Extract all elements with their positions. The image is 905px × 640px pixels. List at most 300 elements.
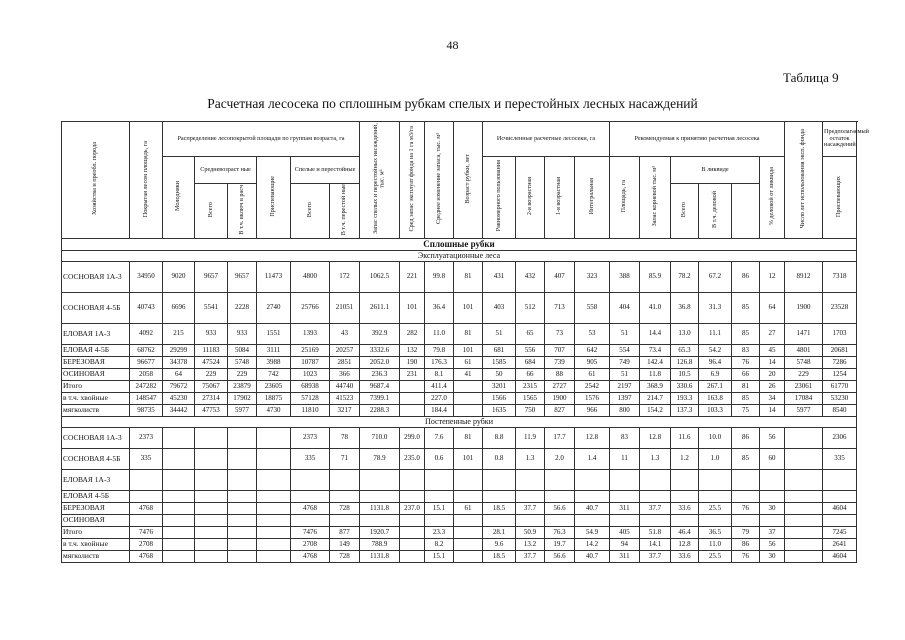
table-cell: 368.9: [640, 380, 671, 392]
table-cell: 11810: [291, 404, 330, 416]
table-cell: [454, 526, 483, 538]
table-cell: [163, 469, 195, 490]
table-cell: 6.9: [699, 368, 732, 380]
table-cell: [732, 514, 760, 526]
table-cell: [425, 469, 454, 490]
table-cell: 33.6: [671, 550, 699, 562]
table-cell: 739: [545, 356, 575, 368]
table-cell: 1585: [483, 356, 516, 368]
table-cell: 28.1: [483, 526, 516, 538]
table-row: [62, 514, 857, 526]
table-cell: 2288.3: [360, 404, 400, 416]
table-cell: 681: [483, 344, 516, 356]
table-cell: 65: [516, 323, 545, 344]
table-cell: [360, 490, 400, 502]
table-cell: 37.7: [516, 502, 545, 514]
table-cell: 51: [610, 323, 640, 344]
table-cell: 68762: [130, 344, 163, 356]
table-cell: [195, 538, 228, 550]
table-cell: 76: [732, 502, 760, 514]
table-cell: 1920.7: [360, 526, 400, 538]
table-cell: [516, 469, 545, 490]
table-cell: 15.1: [425, 550, 454, 562]
table-cell: 9657: [195, 261, 228, 292]
table-cell: [545, 514, 575, 526]
table-cell: 14: [760, 356, 785, 368]
table-cell: 558: [575, 292, 610, 323]
table-cell: 190: [400, 356, 425, 368]
table-cell: [516, 490, 545, 502]
table-cell: 1576: [575, 392, 610, 404]
table-cell: 23879: [228, 380, 257, 392]
table-cell: [785, 538, 823, 550]
table-cell: 36.5: [699, 526, 732, 538]
table-cell: 9687.4: [360, 380, 400, 392]
table-cell: 3988: [257, 356, 291, 368]
table-cell: 7.6: [425, 427, 454, 448]
table-cell: [699, 469, 732, 490]
table-cell: 1565: [516, 392, 545, 404]
table-cell: [785, 550, 823, 562]
table-cell: 18.5: [483, 550, 516, 562]
table-cell: [228, 514, 257, 526]
header-stock: Запас спелых и перестойных насаждений, тыс. м³: [360, 122, 400, 239]
table-cell: 1254: [823, 368, 857, 380]
table-cell: 1062.5: [360, 261, 400, 292]
table-cell: 933: [195, 323, 228, 344]
table-cell: [454, 392, 483, 404]
header-liq-business: В т.ч. деловой: [699, 184, 732, 239]
table-cell: 2851: [330, 356, 360, 368]
table-cell: 13.0: [671, 323, 699, 344]
table-cell: [699, 514, 732, 526]
table-cell: [195, 490, 228, 502]
table-cell: 299.0: [400, 427, 425, 448]
table-cell: 710.0: [360, 427, 400, 448]
table-cell: [291, 469, 330, 490]
table-cell: 335: [130, 448, 163, 469]
table-cell: 27: [760, 323, 785, 344]
row-label: ОСИНОВАЯ: [62, 514, 130, 526]
table-cell: [610, 469, 640, 490]
table-cell: [400, 380, 425, 392]
table-cell: 17084: [785, 392, 823, 404]
table-cell: 905: [575, 356, 610, 368]
page-number: 48: [446, 38, 459, 52]
table-cell: [732, 490, 760, 502]
table-cell: 556: [516, 344, 545, 356]
table-cell: 7476: [291, 526, 330, 538]
table-cell: [454, 514, 483, 526]
table-cell: 71: [330, 448, 360, 469]
table-row: [62, 344, 857, 356]
table-cell: 23061: [785, 380, 823, 392]
table-cell: 684: [516, 356, 545, 368]
table-cell: 36.4: [425, 292, 454, 323]
table-cell: 4730: [257, 404, 291, 416]
table-cell: 1023: [291, 368, 330, 380]
table-cell: [610, 490, 640, 502]
table-cell: [400, 538, 425, 550]
table-cell: 30: [760, 502, 785, 514]
table-cell: [291, 490, 330, 502]
table-cell: 11.8: [640, 368, 671, 380]
table-cell: 61: [575, 368, 610, 380]
table-cell: 56.6: [545, 550, 575, 562]
table-cell: 1.0: [699, 448, 732, 469]
table-cell: [785, 469, 823, 490]
table-cell: 47524: [195, 356, 228, 368]
table-cell: [823, 490, 857, 502]
table-cell: 19.7: [545, 538, 575, 550]
table-cell: [291, 514, 330, 526]
table-cell: 54.2: [699, 344, 732, 356]
table-cell: [785, 526, 823, 538]
table-cell: 37.7: [640, 550, 671, 562]
table-cell: 101: [454, 292, 483, 323]
table-cell: 1551: [257, 323, 291, 344]
table-cell: [257, 538, 291, 550]
table-cell: 512: [516, 292, 545, 323]
header-middle: Средневозраст ные: [195, 157, 257, 184]
table-cell: 20681: [823, 344, 857, 356]
table-cell: [671, 469, 699, 490]
table-cell: [163, 427, 195, 448]
table-cell: 750: [516, 404, 545, 416]
table-cell: 20: [760, 368, 785, 380]
table-cell: [732, 469, 760, 490]
table-cell: [228, 490, 257, 502]
table-cell: [823, 469, 857, 490]
table-cell: 149: [330, 538, 360, 550]
table-cell: [454, 380, 483, 392]
table-cell: 335: [291, 448, 330, 469]
table-cell: 432: [516, 261, 545, 292]
table-cell: 81: [732, 380, 760, 392]
table-cell: [575, 514, 610, 526]
header-mature-total: Всего: [291, 184, 330, 239]
table-cell: 247282: [130, 380, 163, 392]
table-cell: [330, 514, 360, 526]
table-cell: 78: [330, 427, 360, 448]
table-cell: 11: [610, 448, 640, 469]
table-cell: [400, 514, 425, 526]
table-cell: 64: [760, 292, 785, 323]
table-cell: 13.2: [516, 538, 545, 550]
row-label: в т.ч. хвойные: [62, 538, 130, 550]
table-cell: 46.4: [671, 526, 699, 538]
table-cell: [483, 490, 516, 502]
table-cell: [785, 502, 823, 514]
table-cell: 5748: [228, 356, 257, 368]
table-cell: 4768: [291, 502, 330, 514]
table-cell: 1393: [291, 323, 330, 344]
table-cell: 37.7: [640, 502, 671, 514]
table-cell: 34: [760, 392, 785, 404]
row-label: СОСНОВАЯ 4-5Б: [62, 292, 130, 323]
table-cell: [330, 490, 360, 502]
table-cell: [400, 392, 425, 404]
table-cell: 554: [610, 344, 640, 356]
table-cell: 407: [545, 261, 575, 292]
table-cell: [610, 514, 640, 526]
table-cell: [545, 469, 575, 490]
table-cell: [163, 550, 195, 562]
table-cell: [130, 490, 163, 502]
table-cell: 40743: [130, 292, 163, 323]
table-cell: 76: [732, 550, 760, 562]
table-row: [62, 448, 857, 469]
table-row: [62, 502, 857, 514]
table-cell: [640, 490, 671, 502]
table-cell: 176.3: [425, 356, 454, 368]
table-label: Таблица 9: [783, 70, 839, 85]
table-cell: 73.4: [640, 344, 671, 356]
table-cell: 76.3: [545, 526, 575, 538]
table-cell: 405: [610, 526, 640, 538]
row-label: ОСИНОВАЯ: [62, 368, 130, 380]
table-cell: [163, 448, 195, 469]
table-cell: 7245: [823, 526, 857, 538]
table-cell: 66: [516, 368, 545, 380]
section-clear-cuts: Сплошные рубки: [62, 238, 857, 250]
table-cell: 642: [575, 344, 610, 356]
header-middle-incl: В т.ч. включ в расч: [228, 184, 257, 239]
table-row: [62, 550, 857, 562]
table-cell: 25766: [291, 292, 330, 323]
table-cell: 1.2: [671, 448, 699, 469]
table-cell: [785, 427, 823, 448]
table-row: [62, 380, 857, 392]
table-cell: 403: [483, 292, 516, 323]
table-cell: 132: [400, 344, 425, 356]
table-cell: 235.0: [400, 448, 425, 469]
table-cell: 933: [228, 323, 257, 344]
table-cell: 8.8: [483, 427, 516, 448]
table-cell: [760, 469, 785, 490]
table-cell: 366: [330, 368, 360, 380]
table-cell: 392.9: [360, 323, 400, 344]
table-cell: 51.8: [640, 526, 671, 538]
table-cell: 4800: [291, 261, 330, 292]
table-cell: 5541: [195, 292, 228, 323]
table-cell: 311: [610, 550, 640, 562]
table-cell: 98735: [130, 404, 163, 416]
header-distribution: Распределение лесопокрытой площади по группам возраста, га: [163, 122, 360, 157]
header-recommended: Рекомендуемая к принятию расчетная лесосека: [610, 122, 785, 157]
table-cell: 25.5: [699, 550, 732, 562]
table-cell: 7476: [130, 526, 163, 538]
table-cell: 61: [454, 502, 483, 514]
table-cell: 8912: [785, 261, 823, 292]
table-cell: 15.1: [425, 502, 454, 514]
table-cell: [163, 538, 195, 550]
table-cell: 26: [760, 380, 785, 392]
table-cell: 21051: [330, 292, 360, 323]
table-cell: 12.8: [671, 538, 699, 550]
header-rec-stock: Запас корневой тыс. м³: [640, 157, 671, 239]
table-cell: [257, 427, 291, 448]
table-cell: 4604: [823, 502, 857, 514]
table-cell: 2306: [823, 427, 857, 448]
table-cell: [228, 502, 257, 514]
table-cell: 85: [732, 448, 760, 469]
table-cell: 96.4: [699, 356, 732, 368]
table-cell: 44740: [330, 380, 360, 392]
table-cell: 101: [454, 344, 483, 356]
header-remainder: Предполагаемый остаток насаждений: [823, 122, 857, 157]
table-cell: 94: [610, 538, 640, 550]
table-cell: 335: [823, 448, 857, 469]
table-cell: [195, 469, 228, 490]
table-cell: 800: [610, 404, 640, 416]
table-cell: 51: [483, 323, 516, 344]
table-cell: [195, 502, 228, 514]
table-row: [62, 356, 857, 368]
table-cell: 30: [760, 550, 785, 562]
table-cell: 4092: [130, 323, 163, 344]
header-even: Равномерного пользования: [483, 157, 516, 239]
table-cell: 4768: [130, 550, 163, 562]
table-row: [62, 469, 857, 490]
table-cell: 1900: [785, 292, 823, 323]
table-cell: [130, 469, 163, 490]
table-cell: [760, 490, 785, 502]
table-cell: [163, 490, 195, 502]
table-cell: [257, 526, 291, 538]
table-cell: [228, 538, 257, 550]
table-cell: 103.3: [699, 404, 732, 416]
table-cell: 7399.1: [360, 392, 400, 404]
table-cell: 79672: [163, 380, 195, 392]
table-cell: 11.0: [425, 323, 454, 344]
table-cell: 2542: [575, 380, 610, 392]
header-age2: 2-я возрастная: [516, 157, 545, 239]
table-cell: 41.0: [640, 292, 671, 323]
header-age1: 1-я возрастная: [545, 157, 575, 239]
table-cell: 37.7: [516, 550, 545, 562]
table-cell: [195, 514, 228, 526]
table-cell: 75067: [195, 380, 228, 392]
table-cell: 37: [760, 526, 785, 538]
table-cell: 60: [760, 448, 785, 469]
table-cell: 231: [400, 368, 425, 380]
table-cell: [640, 514, 671, 526]
table-cell: 713: [545, 292, 575, 323]
table-cell: [425, 514, 454, 526]
row-label: Итого: [62, 380, 130, 392]
header-avg-change: Среднее изменение запаса, тыс. м³: [425, 122, 454, 239]
table-cell: 57128: [291, 392, 330, 404]
table-cell: 34442: [163, 404, 195, 416]
row-label: СОСНОВАЯ 4-5Б: [62, 448, 130, 469]
table-cell: [400, 526, 425, 538]
table-cell: 43: [330, 323, 360, 344]
table-cell: 2228: [228, 292, 257, 323]
table-cell: 2.0: [545, 448, 575, 469]
table-cell: [425, 490, 454, 502]
table-row: [62, 261, 857, 292]
table-cell: 5748: [785, 356, 823, 368]
table-cell: [483, 514, 516, 526]
row-label: СОСНОВАЯ 1А-3: [62, 261, 130, 292]
table-cell: 2740: [257, 292, 291, 323]
table-cell: [163, 526, 195, 538]
table-cell: 1131.8: [360, 502, 400, 514]
table-cell: 1.4: [575, 448, 610, 469]
table-cell: 5084: [228, 344, 257, 356]
table-cell: 11.0: [699, 538, 732, 550]
table-cell: 184.4: [425, 404, 454, 416]
table-cell: 4768: [291, 550, 330, 562]
table-cell: 101: [454, 448, 483, 469]
table-row: [62, 538, 857, 550]
table-cell: 85: [732, 392, 760, 404]
table-cell: 18.5: [483, 502, 516, 514]
table-cell: [257, 490, 291, 502]
table-cell: 64: [163, 368, 195, 380]
table-cell: 4768: [130, 502, 163, 514]
table-cell: 5977: [228, 404, 257, 416]
header-liquid: В ликвиде: [671, 157, 760, 184]
row-label: мягколиств: [62, 550, 130, 562]
table-cell: 18875: [257, 392, 291, 404]
table-cell: 31.3: [699, 292, 732, 323]
table-cell: 728: [330, 502, 360, 514]
table-cell: 707: [545, 344, 575, 356]
table-cell: 0.8: [483, 448, 516, 469]
table-cell: 34950: [130, 261, 163, 292]
table-cell: [545, 490, 575, 502]
table-cell: 2373: [130, 427, 163, 448]
table-cell: 61770: [823, 380, 857, 392]
table-cell: 83: [610, 427, 640, 448]
table-cell: [257, 550, 291, 562]
table-cell: 193.3: [671, 392, 699, 404]
table-cell: 8.1: [425, 368, 454, 380]
table-cell: 1.3: [640, 448, 671, 469]
table-cell: 81: [454, 323, 483, 344]
table-cell: 85.9: [640, 261, 671, 292]
table-cell: 56: [760, 538, 785, 550]
table-cell: [228, 469, 257, 490]
table-cell: 330.6: [671, 380, 699, 392]
section-exploitation-forests: Эксплуатационные леса: [62, 250, 857, 261]
table-cell: 237.0: [400, 502, 425, 514]
table-cell: 6696: [163, 292, 195, 323]
table-cell: 73: [545, 323, 575, 344]
table-cell: 10.0: [699, 427, 732, 448]
table-cell: 2708: [130, 538, 163, 550]
table-cell: 8540: [823, 404, 857, 416]
table-cell: 66: [732, 368, 760, 380]
table-cell: 9020: [163, 261, 195, 292]
table-cell: 3217: [330, 404, 360, 416]
header-farm: Хозяйства и преобл. порода: [62, 122, 130, 239]
table-cell: 214.7: [640, 392, 671, 404]
table-cell: 221: [400, 261, 425, 292]
table-cell: [454, 469, 483, 490]
table-cell: 7318: [823, 261, 857, 292]
table-cell: 27314: [195, 392, 228, 404]
table-cell: 229: [785, 368, 823, 380]
table-cell: 85: [732, 323, 760, 344]
table-cell: 12.8: [575, 427, 610, 448]
table-cell: [785, 448, 823, 469]
table-cell: 76: [732, 356, 760, 368]
table-cell: 3111: [257, 344, 291, 356]
table-cell: 267.1: [699, 380, 732, 392]
